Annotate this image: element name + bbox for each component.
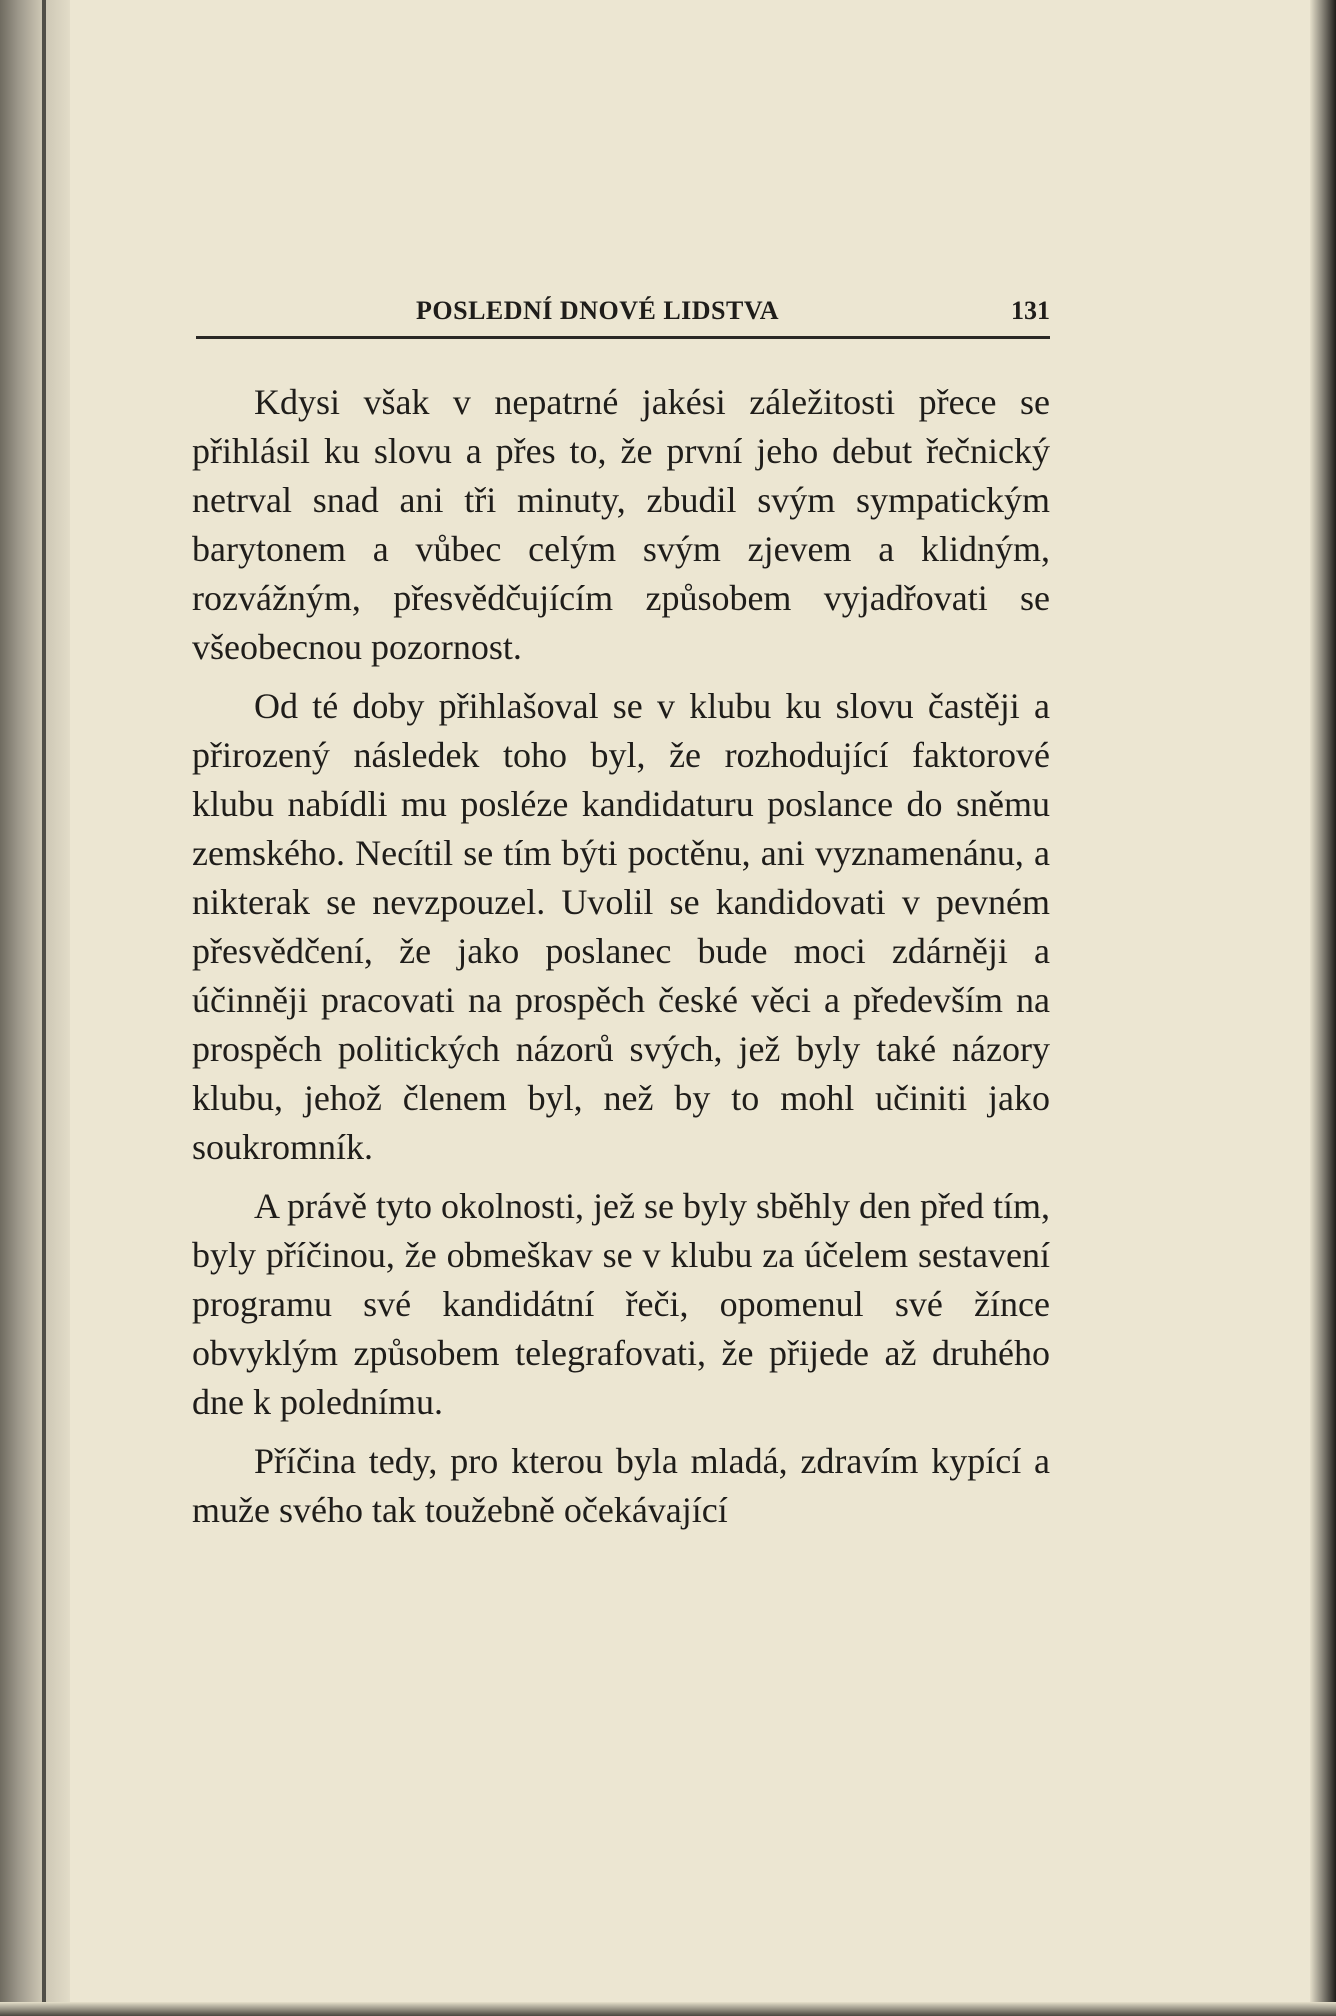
paragraph-4: Příčina tedy, pro kterou byla mladá, zdravím kypící a muže svého tak toužebně očekávající <box>192 1441 1050 1530</box>
binding-gutter <box>0 0 70 2016</box>
body-text <box>192 378 1050 1545</box>
running-header <box>192 292 1050 340</box>
page-right-edge <box>1310 0 1336 2016</box>
page-bottom-edge <box>0 2002 1336 2016</box>
binding-edge-line <box>42 0 46 2016</box>
header-rule <box>196 336 1050 339</box>
paragraph-3: A právě tyto okolnosti, jež se byly sběhly den před tím, byly příčinou, že obmeškav se v klubu za účelem sestavení programu své kandidátní řeči, opomenul své žínce obvyklým způsobem telegrafovati, že přijede až druhého dne k polednímu. <box>192 1186 1050 1422</box>
paragraph-2: Od té doby přihlašoval se v klubu ku slovu častěji a přirozený následek toho byl, že rozhodující faktorové klubu nabídli mu posléze kandidaturu poslance do sněmu zemského. Necítil se tím býti poctěnu, ani vyznamenánu, a nikterak se nevzpouzel. Uvolil se kandidovati v pevném přesvědčení, že jako poslanec bude moci zdárněji a účinněji pracovati na prospěch české věci a především na prospěch politických názorů svých, jež byly také názory klubu, jehož členem byl, než by to mohl učiniti jako soukromník. <box>192 686 1050 1167</box>
running-title: POSLEDNÍ DNOVÉ LIDSTVA <box>416 296 780 325</box>
page-number: 131 <box>1011 296 1050 325</box>
paragraph-1: Kdysi však v nepatrné jakési záležitosti přece se přihlásil ku slovu a přes to, že první jeho debut řečnický netrval snad ani tři minuty, zbudil svým sympatickým barytonem a vůbec celým svým zjevem a klidným, rozvážným, přesvědčujícím způsobem vyjadřovati se všeobecnou pozornost. <box>192 382 1050 667</box>
